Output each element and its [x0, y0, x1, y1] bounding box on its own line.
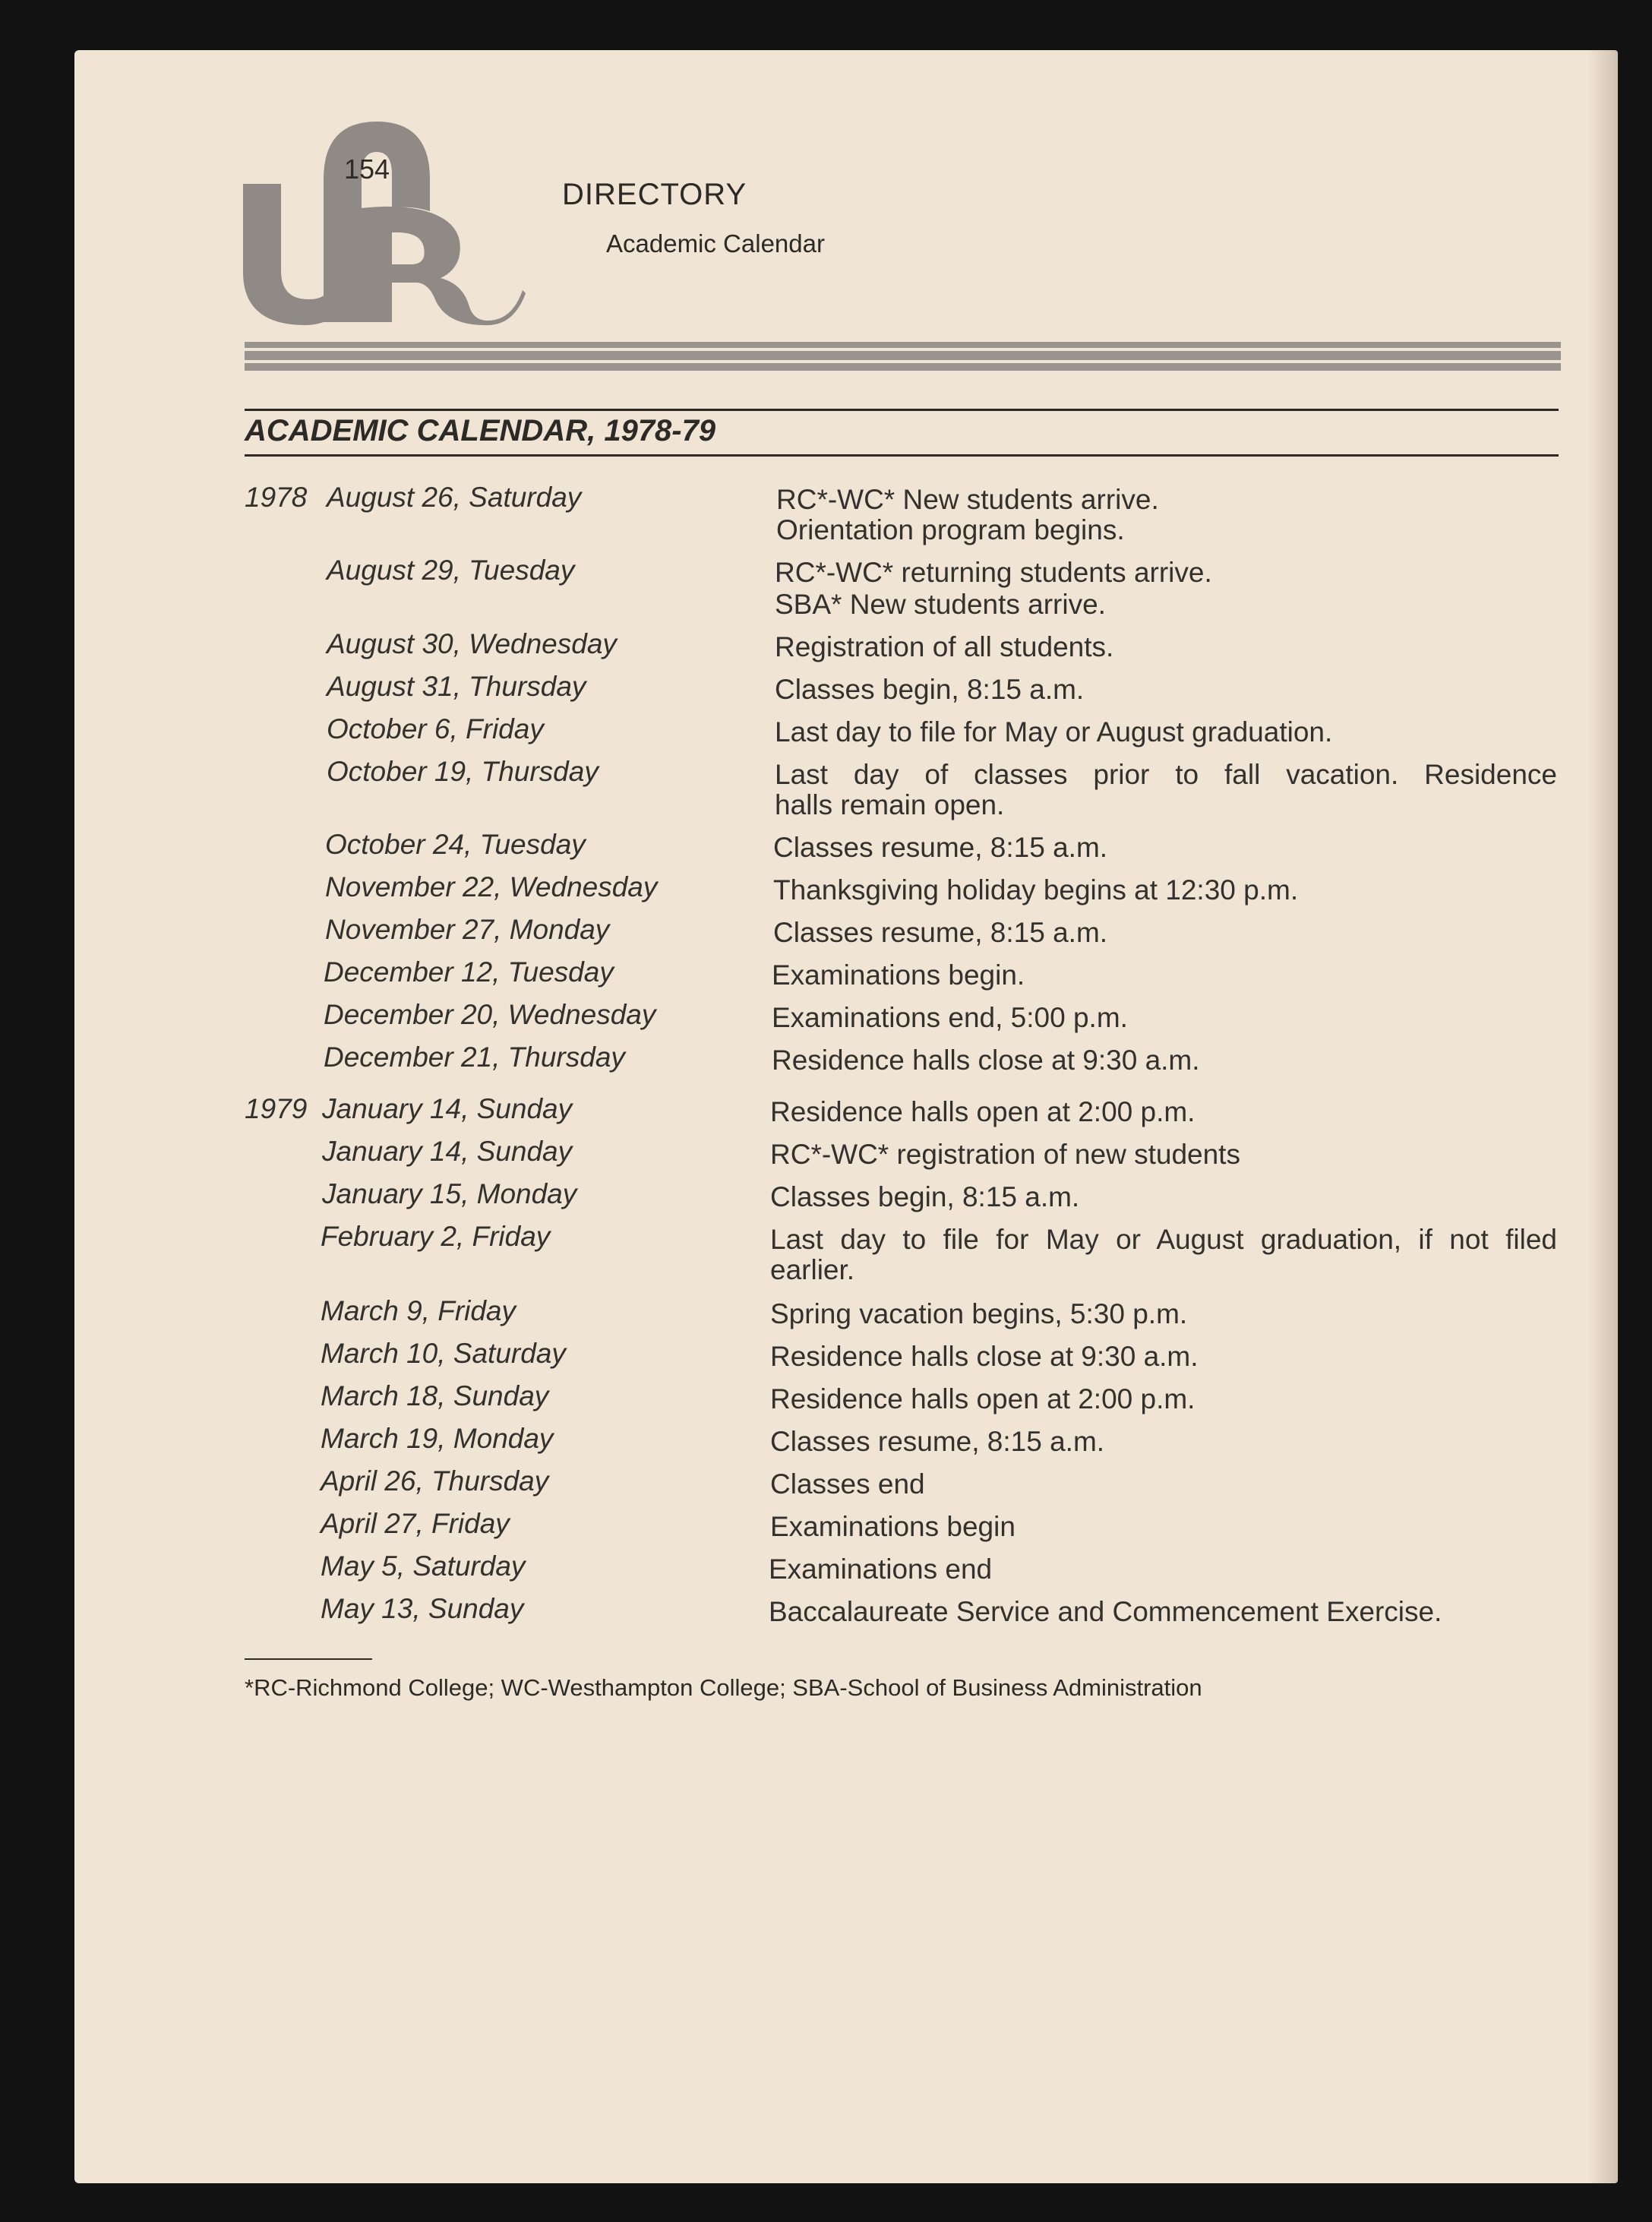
calendar-date: October 19, Thursday	[327, 756, 599, 787]
calendar-event: Residence halls close at 9:30 a.m.	[772, 1045, 1200, 1076]
calendar-event: SBA* New students arrive.	[775, 589, 1106, 620]
footnote-rule	[245, 1658, 372, 1660]
calendar-date: March 10, Saturday	[321, 1338, 566, 1369]
calendar-event: Examinations end	[769, 1554, 993, 1585]
calendar-event: Residence halls close at 9:30 a.m.	[770, 1341, 1199, 1372]
page-shadow	[1587, 50, 1618, 2183]
calendar-event: Classes resume, 8:15 a.m.	[773, 832, 1108, 863]
calendar-date: November 27, Monday	[325, 914, 610, 945]
calendar-date: January 14, Sunday	[322, 1093, 573, 1124]
calendar-event: Examinations end, 5:00 p.m.	[772, 1002, 1128, 1033]
calendar-date: August 30, Wednesday	[327, 628, 617, 659]
calendar-date: March 9, Friday	[321, 1295, 516, 1326]
calendar-event: RC*-WC* returning students arrive.	[775, 557, 1212, 588]
section-title: ACADEMIC CALENDAR, 1978-79	[245, 414, 716, 447]
header-band	[245, 342, 1561, 348]
calendar-event: Thanksgiving holiday begins at 12:30 p.m.	[773, 874, 1299, 906]
calendar-date: December 21, Thursday	[324, 1041, 625, 1073]
calendar-date: May 5, Saturday	[321, 1550, 526, 1582]
calendar-event: Registration of all students.	[775, 631, 1114, 662]
calendar-event: Residence halls open at 2:00 p.m.	[770, 1096, 1196, 1127]
directory-subtitle: Academic Calendar	[606, 229, 825, 258]
calendar-date: January 15, Monday	[322, 1178, 577, 1209]
calendar-date: April 26, Thursday	[321, 1465, 549, 1497]
calendar-event: Examinations begin.	[772, 959, 1025, 991]
calendar-event: halls remain open.	[775, 789, 1005, 820]
calendar-date: February 2, Friday	[321, 1221, 551, 1252]
calendar-event: Residence halls open at 2:00 p.m.	[770, 1383, 1196, 1414]
calendar-event: Baccalaureate Service and Commencement Exercise.	[769, 1596, 1442, 1627]
calendar-event: Classes resume, 8:15 a.m.	[773, 917, 1108, 948]
calendar-event: Last day of classes prior to fall vacation. Residence	[775, 759, 1557, 790]
calendar-date: March 19, Monday	[321, 1423, 554, 1454]
section-rule-top	[245, 409, 1559, 411]
calendar-date: August 26, Saturday	[327, 482, 582, 513]
calendar-date: August 31, Thursday	[327, 671, 586, 702]
calendar-event: Classes begin, 8:15 a.m.	[775, 674, 1085, 705]
calendar-event: earlier.	[770, 1254, 855, 1285]
calendar-date: March 18, Sunday	[321, 1380, 549, 1411]
calendar-date: October 6, Friday	[327, 713, 544, 744]
calendar-event: RC*-WC* New students arrive.	[776, 484, 1159, 515]
footnote: *RC-Richmond College; WC-Westhampton College; SBA-School of Business Administration	[245, 1674, 1202, 1701]
calendar-event: Last day to file for May or August graduation, if not filed	[770, 1224, 1557, 1255]
calendar-event: Orientation program begins.	[776, 514, 1125, 545]
calendar-year: 1979	[245, 1093, 308, 1124]
calendar-date: August 29, Tuesday	[327, 555, 575, 586]
calendar-date: December 12, Tuesday	[324, 956, 614, 988]
section-rule-bottom	[245, 454, 1559, 457]
calendar-date: October 24, Tuesday	[325, 829, 586, 860]
calendar-event: Classes begin, 8:15 a.m.	[770, 1181, 1080, 1212]
calendar-date: November 22, Wednesday	[325, 871, 658, 902]
calendar-date: May 13, Sunday	[321, 1593, 524, 1624]
calendar-event: RC*-WC* registration of new students	[770, 1139, 1240, 1170]
calendar-date: January 14, Sunday	[322, 1136, 573, 1167]
calendar-date: December 20, Wednesday	[324, 999, 656, 1030]
calendar-event: Spring vacation begins, 5:30 p.m.	[770, 1298, 1188, 1329]
calendar-event: Classes resume, 8:15 a.m.	[770, 1426, 1105, 1457]
calendar-year: 1978	[245, 482, 308, 513]
calendar-event: Last day to file for May or August graduation.	[775, 716, 1333, 748]
directory-title: DIRECTORY	[562, 178, 747, 211]
calendar-event: Examinations begin	[770, 1511, 1016, 1542]
calendar-date: April 27, Friday	[321, 1508, 510, 1539]
calendar-event: Classes end	[770, 1468, 925, 1500]
header-band	[245, 363, 1561, 371]
university-logo	[242, 122, 530, 327]
page-number: 154	[344, 153, 390, 185]
header-band	[245, 351, 1561, 360]
